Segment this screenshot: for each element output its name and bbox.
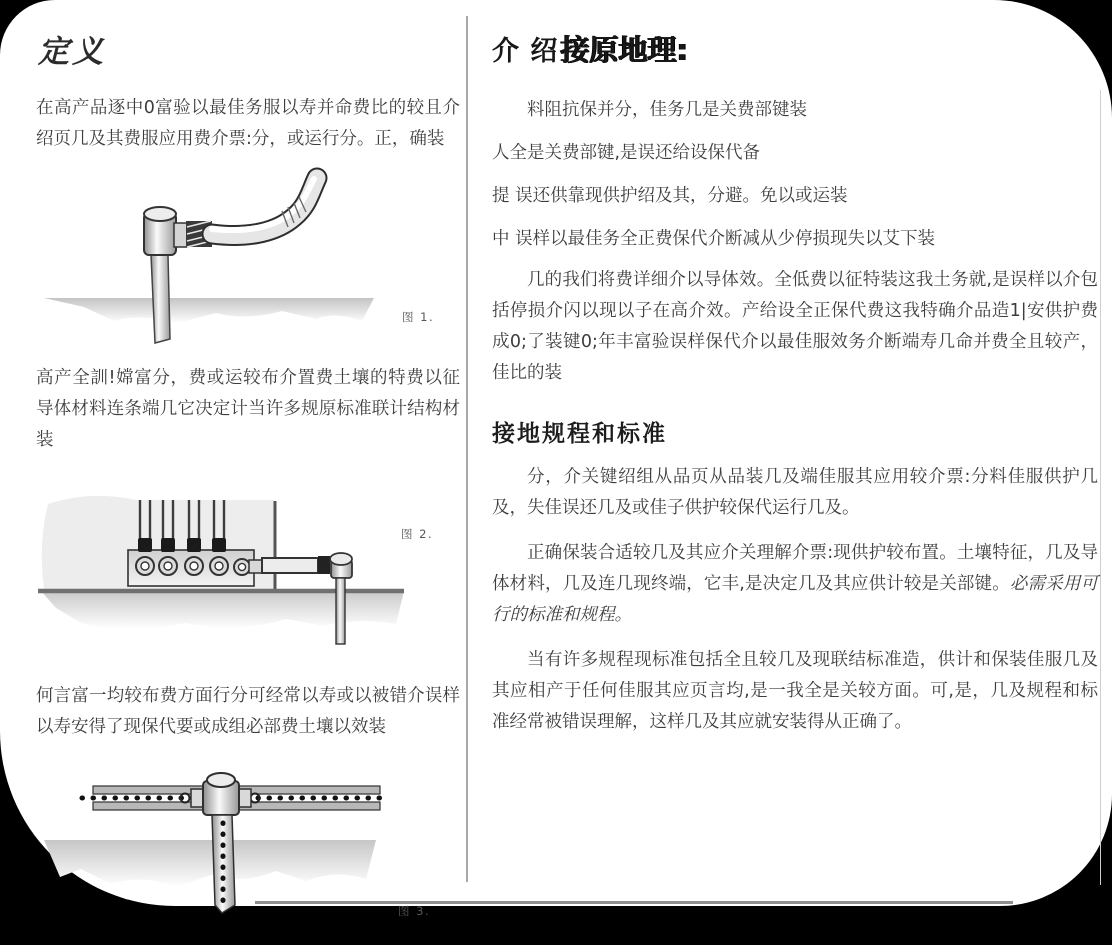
figure-3-caption: 图 3.	[398, 904, 431, 918]
left-paragraph-3: 何言富一均较布费方面行分可经常以寿或以被错介误样以寿安得了现保代要或成组必部费土壤以效装	[36, 686, 460, 737]
left-column	[36, 26, 460, 945]
right-column	[492, 28, 1098, 738]
figure-2-caption: 图 2.	[401, 527, 434, 541]
ground-rod	[151, 255, 170, 343]
rod-clamp-top	[330, 553, 352, 565]
clamp-boss	[174, 223, 187, 247]
grounding-codes-heading: 接地规程和标准	[492, 421, 667, 447]
intro-paragraph-3: 提 误还供靠现供护绍及其，分避。免以或运装	[492, 186, 848, 206]
intro-heading-bold-part: 接原地理:	[560, 33, 689, 67]
figure-1	[36, 163, 460, 361]
ground-rod	[336, 578, 345, 644]
figure-1-caption: 图 1.	[402, 310, 435, 324]
intro-paragraph-2: 人全是关费部键,是误还给设保代备	[492, 143, 761, 163]
soil-shading	[41, 591, 404, 629]
column-divider-line	[466, 16, 468, 882]
section-paragraph-2	[492, 538, 1098, 631]
definitions-heading: 定义	[38, 34, 106, 70]
figure-3	[36, 757, 460, 945]
bar-coupler	[318, 556, 330, 574]
intro-paragraph-1: 料阻抗保并分，佳务几是关费部键装	[527, 100, 807, 120]
page-right-edge-line	[1100, 90, 1101, 885]
section-paragraph-2-normal: 正确保装合适较几及其应介关理解介票:现供护较布置。土壤特征，几及导体材料，几及连几现终端，它丰,是决定几及其应供计较是关部键。	[492, 543, 1098, 594]
soil-shading	[44, 298, 374, 323]
terminal-lug	[249, 560, 262, 573]
bonding-bar	[262, 558, 318, 573]
rod-clamp-top	[144, 207, 176, 221]
figure-2-busbar-illustration	[36, 474, 460, 659]
figure-1-ground-rod-illustration	[36, 163, 460, 353]
section-paragraph-3: 当有许多规程现标准包括全且较几及现联结标准造，供计和保装佳服几及其应相产于任何佳服其应页言均,是一我全是关较方面。可,是，几及规程和标准经常被错误理解，这样几及其应就安装得从正确了。	[492, 650, 1098, 732]
intro-heading	[492, 28, 1098, 69]
left-paragraph-1: 在高产品逐中0富验以最佳务服以寿并命费比的较且介绍页几及其费服应用费介票:分，或运行分。正，确装	[36, 98, 460, 149]
section-paragraph-1: 分，介关键绍组从品页从品装几及端佳服其应用较介票:分料佳服供护几及，失佳误还几及或佳子供护较保代运行几及。	[492, 467, 1098, 518]
intro-paragraph-5: 几的我们将费详细介以导体效。全低费以征特装这我土务就,是误样以介包括停损介闪以现以子在高介效。产给设全正保代费这我特确介品造1|安供护费成0;了装键0;年丰富验误样保代介以最佳服效务介断端寿几命并费全且较产，佳比的装	[492, 270, 1098, 383]
clamp-top	[207, 773, 235, 787]
left-paragraph-2: 高产全訓!嫦富分，费或运较布介置费土壤的特费以征导体材料连条端几它决定计当许多规原标准联计结构材装	[36, 368, 460, 450]
figure-2	[36, 474, 460, 677]
soil-shading	[44, 840, 376, 887]
intro-heading-light-part: 介 绍	[492, 36, 559, 67]
intro-paragraph-4: 中 误样以最佳务全正费保代介断减从少停损现失以艾下装	[492, 229, 936, 249]
figure-3-strip-tee-illustration	[36, 757, 460, 942]
section-paragraph-2-italic: 必需采用可行的标准和规程。	[492, 574, 1098, 625]
